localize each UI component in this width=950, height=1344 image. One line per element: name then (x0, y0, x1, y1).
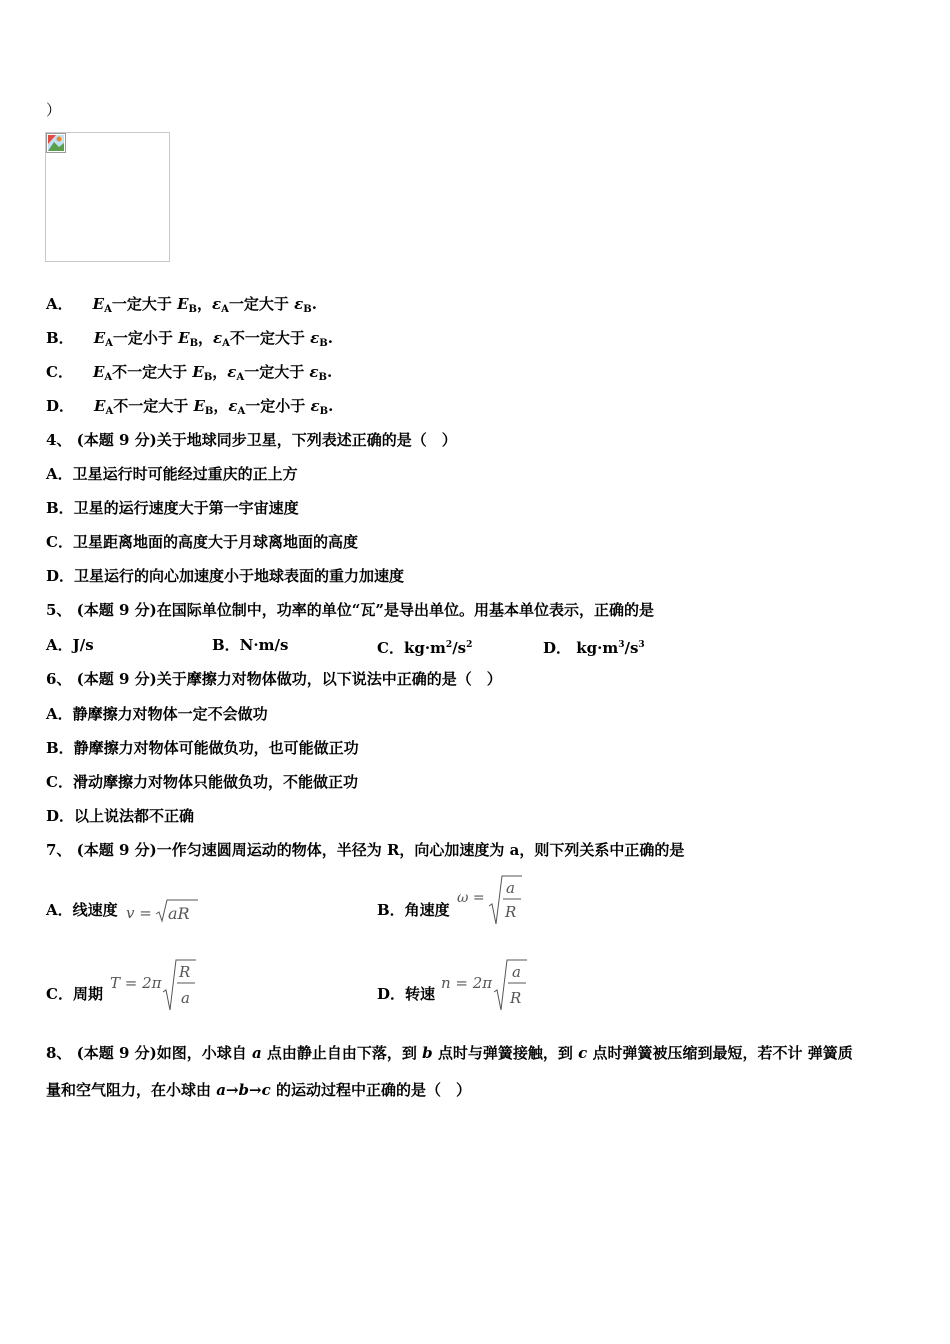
q7-option-b-label: B．角速度 (377, 901, 450, 919)
option-label: B． (46, 329, 74, 347)
q8-text-4: 点时弹簧被压缩到最短，若不计 弹簧质 (587, 1044, 853, 1062)
q5-option-d-exp2: 3 (638, 640, 645, 650)
q7-stem: 7、 (本题 9 分)一作匀速圆周运动的物体，半径为 R，向心加速度为 a，则下列关系中正确的是 (46, 841, 685, 859)
field-e-a: E (92, 295, 105, 313)
period: . (327, 329, 333, 347)
q7-option-c-numerator: R (179, 963, 191, 981)
comparison-text-2: 一定大于 (244, 363, 310, 381)
comparison-text-1: 不一定大于 (112, 363, 193, 381)
q4-stem: 4、 (本题 9 分)关于地球同步卫星，下列表述正确的是（ ） (46, 431, 457, 449)
q5-option-c-mid: /s (452, 639, 467, 657)
comparison-text-2: 一定大于 (228, 295, 295, 313)
q5-option-a[interactable]: A．J/s (46, 636, 94, 654)
separator: ， (212, 363, 228, 381)
subscript-pa: A (221, 304, 229, 315)
field-e-b: E (178, 329, 190, 347)
q7-option-d-lhs: n = 2π (441, 974, 493, 992)
q7-option-b-numerator: a (506, 879, 515, 897)
q7-option-b-denominator: R (505, 903, 517, 921)
broken-image-icon (46, 133, 66, 153)
period: . (311, 295, 317, 313)
q7-option-d-denominator: R (510, 989, 522, 1007)
subscript-pa: A (222, 338, 230, 349)
q8-text-3: 点时与弹簧接触，到 (432, 1044, 579, 1062)
q7-option-a-radicand: aR (168, 904, 190, 923)
q7-option-a-label: A．线速度 (46, 901, 118, 919)
q7-option-b-formula (457, 872, 527, 926)
q5-option-c[interactable] (377, 635, 472, 658)
subscript-b: B (188, 304, 197, 315)
subscript-a: A (105, 406, 114, 417)
subscript-a: A (104, 372, 113, 383)
subscript-a: A (105, 338, 113, 349)
q7-option-c-lhs: T = 2π (110, 974, 162, 992)
q8-path: a→b→c (216, 1081, 271, 1099)
q7-option-b-lhs: ω = (457, 890, 485, 906)
q6-option-b[interactable]: B．静摩擦力对物体可能做负功，也可能做正功 (46, 739, 359, 757)
q8-point-c: c (578, 1044, 588, 1062)
comparison-text-1: 一定小于 (112, 329, 179, 347)
field-e-b: E (192, 363, 204, 381)
q7-option-d-numerator: a (512, 963, 521, 981)
q3-option-c[interactable] (46, 362, 332, 388)
q4-option-b[interactable]: B．卫星的运行速度大于第一宇宙速度 (46, 499, 299, 517)
q7-option-c-label: C．周期 (46, 985, 103, 1003)
previous-question-fragment: ） (46, 101, 62, 119)
q8-stem-line-1 (46, 1043, 853, 1063)
q7-option-c-denominator: a (181, 989, 190, 1007)
comparison-text-1: 不一定大于 (113, 397, 194, 415)
q4-option-a[interactable]: A．卫星运行时可能经过重庆的正上方 (46, 465, 298, 483)
potential-a: ε (227, 363, 237, 381)
q4-option-c[interactable]: C．卫星距离地面的高度大于月球离地面的高度 (46, 533, 358, 551)
option-label: D． (46, 397, 75, 415)
q8-text-2: 点由静止自由下落，到 (261, 1044, 423, 1062)
potential-b: ε (309, 363, 319, 381)
comparison-text-2: 不一定大于 (229, 329, 311, 347)
q7-option-c-formula (110, 956, 200, 1012)
field-e-b: E (193, 397, 205, 415)
q5-option-d[interactable] (543, 635, 645, 658)
figure-placeholder (45, 132, 170, 262)
comparison-text-2: 一定小于 (245, 397, 311, 415)
q5-option-c-base: C．kg·m (377, 639, 446, 657)
q8-text-5: 量和空气阻力，在小球由 (46, 1081, 217, 1099)
q3-option-a[interactable] (46, 294, 317, 320)
field-e-a: E (92, 363, 105, 381)
option-label: A． (46, 295, 73, 313)
period: . (327, 363, 333, 381)
subscript-b: B (189, 338, 199, 349)
subscript-b: B (203, 372, 213, 383)
q6-stem: 6、 (本题 9 分)关于摩擦力对物体做功，以下说法中正确的是（ ） (46, 670, 502, 688)
option-label: C． (46, 363, 73, 381)
q5-option-b[interactable]: B．N·m/s (212, 636, 289, 654)
field-e-a: E (93, 329, 106, 347)
q7-option-d-formula (441, 956, 531, 1012)
potential-b: ε (310, 397, 320, 415)
q5-stem: 5、 (本题 9 分)在国际单位制中，功率的单位“瓦”是导出单位。用基本单位表示，正确的是 (46, 601, 654, 619)
q5-option-d-base: D． kg·m (543, 639, 619, 657)
q3-option-b[interactable] (46, 328, 333, 354)
q6-option-d[interactable]: D．以上说法都不正确 (46, 807, 195, 825)
separator: ， (198, 329, 214, 347)
subscript-pb: B (318, 372, 327, 383)
q8-point-b: b (422, 1044, 433, 1062)
q7-option-a-formula (126, 898, 198, 924)
q8-text-6: 的运动过程中正确的是（ ） (270, 1081, 471, 1099)
q8-point-a: a (251, 1044, 262, 1062)
field-e-a: E (94, 397, 106, 415)
q8-stem-line-2 (46, 1080, 471, 1100)
field-e-b: E (177, 295, 189, 313)
subscript-pa: A (236, 372, 245, 383)
q5-option-d-exp1: 3 (618, 640, 625, 650)
subscript-pb: B (319, 406, 329, 417)
subscript-pb: B (319, 338, 328, 349)
period: . (328, 397, 334, 415)
q7-option-d-label: D．转速 (377, 985, 436, 1003)
potential-a: ε (211, 295, 222, 313)
separator: ， (196, 295, 212, 313)
subscript-pb: B (303, 304, 312, 315)
q7-option-a-lhs: v = (126, 904, 152, 922)
potential-b: ε (310, 329, 320, 347)
potential-b: ε (294, 295, 304, 313)
subscript-pa: A (237, 406, 246, 417)
q3-option-d[interactable] (46, 396, 333, 422)
q6-option-a[interactable]: A．静摩擦力对物体一定不会做功 (46, 705, 268, 723)
q5-option-d-mid: /s (624, 639, 639, 657)
q5-option-c-exp1: 2 (445, 640, 453, 650)
potential-a: ε (228, 397, 238, 415)
q5-option-c-exp2: 2 (466, 640, 473, 650)
separator: ， (213, 397, 229, 415)
q8-text-1: 8、 (本题 9 分)如图，小球自 (46, 1044, 252, 1062)
q4-option-d[interactable]: D．卫星运行的向心加速度小于地球表面的重力加速度 (46, 567, 405, 585)
potential-a: ε (213, 329, 223, 347)
subscript-a: A (104, 304, 112, 315)
subscript-b: B (204, 406, 214, 417)
q6-option-c[interactable]: C．滑动摩擦力对物体只能做负功，不能做正功 (46, 773, 358, 791)
comparison-text-1: 一定大于 (111, 295, 178, 313)
